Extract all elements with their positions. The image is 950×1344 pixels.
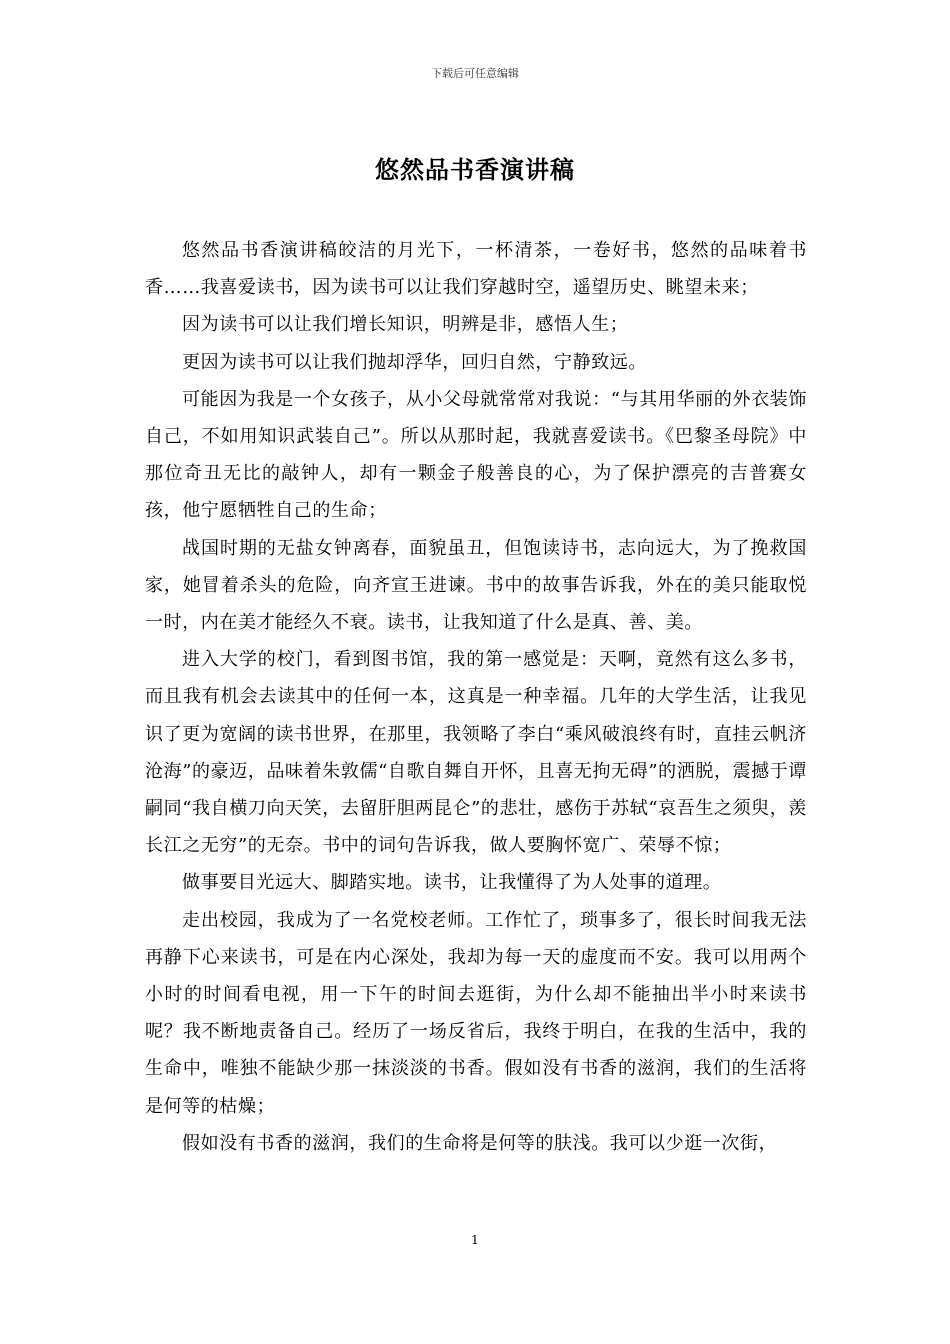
paragraph: 因为读书可以让我们增长知识，明辨是非，感悟人生； — [182, 314, 629, 336]
document-body — [145, 232, 807, 1162]
paragraph: 假如没有书香的滋润，我们的生命将是何等的肤浅。我可以少逛一次街， — [182, 1132, 778, 1154]
paragraph: 可能因为我是一个女孩子，从小父母就常常对我说：“与其用华丽的外衣装饰自己，不如用知识武装自己”。所以从那时起，我就喜爱读书。《巴黎圣母院》中那位奇丑无比的敲钟人，却有一颗金子般善良的心，为了保护漂亮的吉普赛女孩，他宁愿牺牲自己的生命； — [145, 388, 807, 522]
paragraph: 更因为读书可以让我们抛却浮华，回归自然，宁静致远。 — [182, 351, 647, 373]
paragraph: 进入大学的校门，看到图书馆，我的第一感觉是：天啊，竟然有这么多书，而且我有机会去读其中的任何一本，这真是一种幸福。几年的大学生活，让我见识了更为宽阔的读书世界，在那里，我领略了李白“乘风破浪终有时，直挂云帆济沧海”的豪迈，品味着朱敦儒“自歌自舞自开怀，且喜无拘无碍”的洒脱，震撼于谭嗣同“我自横刀向天笑，去留肝胆两昆仑”的悲壮，感伤于苏轼“哀吾生之须臾，羡长江之无穷”的无奈。书中的词句告诉我，做人要胸怀宽广、荣辱不惊； — [145, 649, 807, 857]
paragraph: 走出校园，我成为了一名党校老师。工作忙了，琐事多了，很长时间我无法再静下心来读书，可是在内心深处，我却为每一天的虚度而不安。我可以用两个小时的时间看电视，用一下午的时间去逛街，为什么却不能抽出半小时来读书呢？我不断地责备自己。经历了一场反省后，我终于明白，在我的生活中，我的生命中，唯独不能缺少那一抹淡淡的书香。假如没有书香的滋润，我们的生活将是何等的枯燥； — [145, 909, 807, 1117]
paragraph: 战国时期的无盐女钟离春，面貌虽丑，但饱读诗书，志向远大，为了挽救国家，她冒着杀头的危险，向齐宣王进谏。书中的故事告诉我，外在的美只能取悦一时，内在美才能经久不衰。读书，让我知道了什么是真、善、美。 — [145, 537, 807, 634]
page-number: 1 — [471, 1233, 479, 1247]
document-title: 悠然品书香演讲稿 — [375, 155, 575, 184]
page-header: 下载后可任意编辑 — [431, 67, 519, 80]
paragraph: 悠然品书香演讲稿皎洁的月光下，一杯清茶，一卷好书，悠然的品味着书香……我喜爱读书，因为读书可以让我们穿越时空，遥望历史、眺望未来； — [145, 240, 807, 299]
paragraph: 做事要目光远大、脚踏实地。读书，让我懂得了为人处事的道理。 — [182, 872, 722, 894]
